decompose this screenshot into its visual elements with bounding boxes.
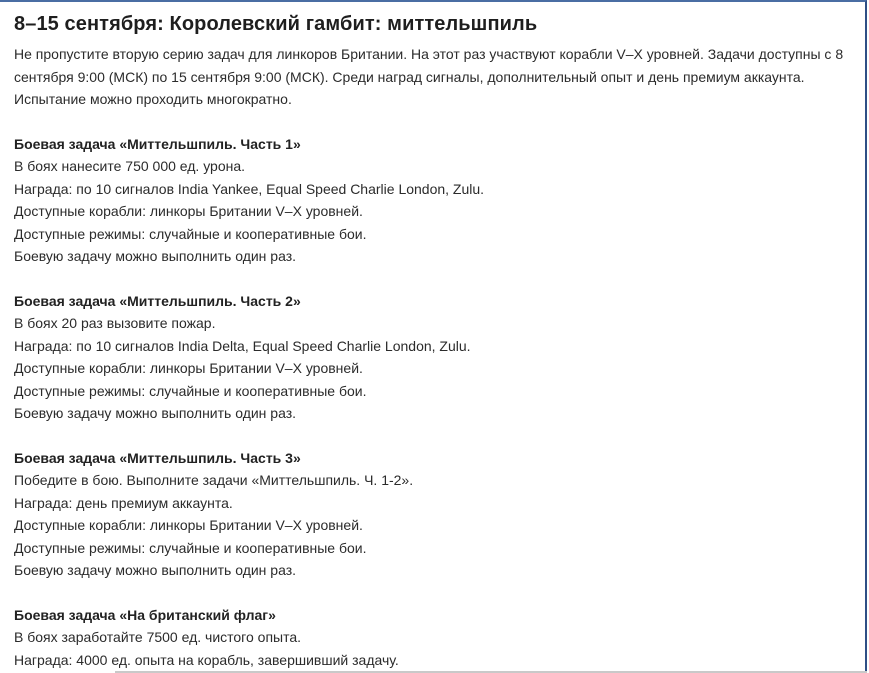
task-ships: Доступные корабли: линкоры Британии V–X уровней. <box>14 203 363 219</box>
page-title: 8–15 сентября: Королевский гамбит: миттельшпиль <box>14 13 538 35</box>
task-ships: Доступные корабли: линкоры Британии V–X уровней. <box>14 360 363 376</box>
task-title: Боевая задача «Миттельшпиль. Часть 3» <box>14 449 301 466</box>
task-condition: Победите в бою. Выполните задачи «Миттельшпиль. Ч. 1-2». <box>14 472 414 488</box>
task-modes: Доступные режимы: случайные и кооперативные бои. <box>14 539 367 556</box>
task-reward: Награда: 4000 ед. опыта на корабль, завершивший задачу. <box>14 651 399 668</box>
task-condition: В боях нанесите 750 000 ед. урона. <box>14 158 246 174</box>
task-section-4 <box>14 604 854 672</box>
task-repeat: Боевую задачу можно выполнить один раз. <box>14 562 297 578</box>
task-repeat: Боевую задачу можно выполнить один раз. <box>14 248 297 264</box>
task-modes: Доступные режимы: случайные и кооперативные бои. <box>14 225 367 242</box>
task-reward: Награда: по 10 сигналов India Yankee, Equal Speed Charlie London, Zulu. <box>14 180 485 197</box>
task-repeat: Боевую задачу можно выполнить один раз. <box>14 405 297 421</box>
task-reward: Награда: день премиум аккаунта. <box>14 494 233 511</box>
task-section-3 <box>14 447 854 582</box>
article <box>14 11 854 671</box>
task-title: Боевая задача «Миттельшпиль. Часть 2» <box>14 292 301 309</box>
task-condition: В боях заработайте 7500 ед. чистого опыта. <box>14 629 302 645</box>
task-title: Боевая задача «Миттельшпиль. Часть 1» <box>14 135 301 152</box>
task-section-2 <box>14 290 854 425</box>
task-modes: Доступные режимы: случайные и кооперативные бои. <box>14 382 367 399</box>
task-reward: Награда: по 10 сигналов India Delta, Equal Speed Charlie London, Zulu. <box>14 337 471 354</box>
task-title: Боевая задача «На британский флаг» <box>14 606 276 623</box>
task-condition: В боях 20 раз вызовите пожар. <box>14 315 216 331</box>
task-ships: Доступные корабли: линкоры Британии V–X уровней. <box>14 517 363 533</box>
task-section-1 <box>14 133 854 268</box>
intro-paragraph: Не пропустите вторую серию задач для линкоров Британии. На этот раз участвуют корабли V–X уровней. Задачи доступны с 8 сентября 9:00 (МСК) по 15 сентября 9:00 (МСК). Среди наград сигналы, дополнительный опыт и день премиум аккаунта. Испытание можно проходить многократно. <box>14 46 844 107</box>
